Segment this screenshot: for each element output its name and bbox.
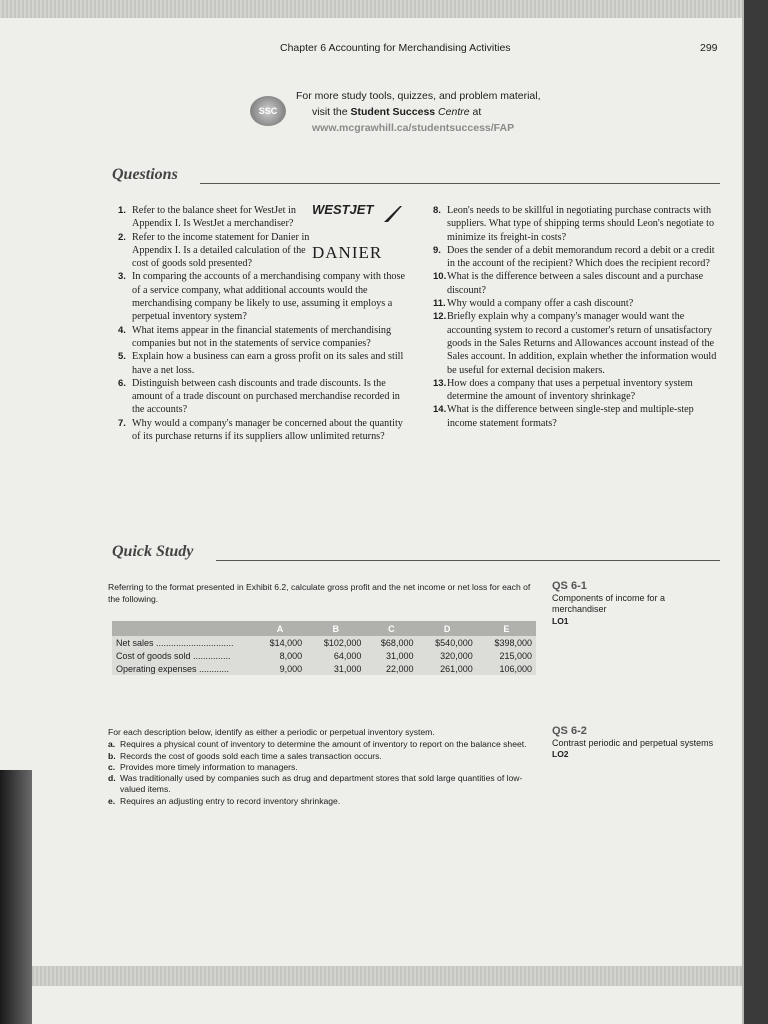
question-number: 5. — [118, 351, 126, 363]
question-text: Briefly explain why a company's manager would want the accounting system to record a customer's return of unsatisfactory goods in the Sales Returns and Allowances account instead of the Sales account. In addition, explain whether the information would be useful for external decision makers. — [447, 311, 717, 376]
table-row — [112, 636, 536, 649]
question-number: 12. — [433, 311, 447, 323]
svg-text:WESTJET: WESTJET — [312, 202, 374, 217]
income-components-table — [112, 621, 536, 675]
qs2-instructions: For each description below, identify as either a periodic or perpetual inventory system. — [108, 727, 435, 737]
question-item — [118, 324, 410, 351]
question-number: 3. — [118, 271, 126, 283]
column-header — [112, 621, 254, 636]
question-item — [433, 403, 723, 430]
qs1-code: QS 6-1 — [552, 580, 587, 592]
table-row — [112, 649, 536, 662]
qs1-instructions: Referring to the format presented in Exhibit 6.2, calculate gross profit and the net income or net loss for each of the following. — [108, 582, 531, 604]
question-number: 13. — [433, 377, 447, 389]
qs2-item — [108, 796, 540, 807]
question-item — [433, 270, 723, 297]
table-cell: 106,000 — [477, 662, 536, 675]
question-text: Explain how a business can earn a gross profit on its sales and still have a net loss. — [132, 351, 404, 376]
question-item — [433, 377, 723, 404]
question-text: Refer to the income statement for Danier in Appendix I. Is a detailed calculation of the cost of goods sold presented? — [132, 231, 310, 270]
item-letter: e. — [108, 795, 116, 806]
table-row — [112, 662, 536, 675]
item-text: Was traditionally used by companies such as drug and department stores that sold large quantities of low-valued items. — [120, 773, 523, 795]
ssc-line1: For more study tools, quizzes, and problem material, — [296, 90, 541, 102]
table-cell: 8,000 — [254, 649, 306, 662]
question-text: Does the sender of a debit memorandum record a debit or a credit in the account of the recipient? Which does the recipient record? — [447, 244, 715, 270]
item-letter: d. — [108, 773, 116, 784]
quick-study-rule — [216, 560, 720, 561]
questions-right-column — [433, 204, 723, 430]
question-text: What is the difference between a sales discount and a purchase discount? — [447, 271, 704, 296]
qs2-sidebar — [552, 726, 722, 761]
question-item — [433, 244, 723, 271]
qs2-code: QS 6-2 — [552, 725, 587, 737]
question-text: In comparing the accounts of a merchandising company with those of a service company, what additional accounts would the merchandising company be likely to use, assuming it employs a perpetual inventory system? — [132, 271, 406, 323]
row-label: Operating expenses ............ — [112, 662, 254, 675]
column-header: A — [254, 621, 306, 636]
table-cell: $68,000 — [365, 636, 417, 649]
qs2-block — [108, 727, 540, 807]
questions-heading: Questions — [112, 166, 178, 183]
scan-shadow — [0, 770, 32, 1024]
qs2-item — [108, 762, 540, 773]
study-tools-note — [296, 88, 586, 136]
item-text: Provides more timely information to managers. — [120, 761, 298, 772]
table-cell: $14,000 — [254, 636, 306, 649]
ssc-logo-icon: SSC — [250, 96, 286, 126]
qs2-item — [108, 773, 540, 796]
qs1-description: Components of income for a merchandiser — [552, 592, 666, 614]
row-label: Net sales ............................... — [112, 636, 254, 649]
question-text: Distinguish between cash discounts and trade discounts. Is the amount of a trade discount on purchased merchandise recorded in the accounts? — [132, 377, 400, 416]
column-header: E — [477, 621, 536, 636]
item-text: Records the cost of goods sold each time a sales transaction occurs. — [120, 750, 382, 761]
question-number: 7. — [118, 417, 126, 429]
question-number: 4. — [118, 324, 126, 336]
question-item — [118, 417, 410, 444]
question-number: 1. — [118, 205, 126, 216]
question-number: 9. — [433, 244, 441, 256]
chapter-title: Chapter 6 Accounting for Merchandising Activities — [280, 42, 511, 54]
question-number: 8. — [433, 205, 441, 216]
column-header: B — [306, 621, 365, 636]
question-item — [118, 350, 410, 377]
item-letter: a. — [108, 739, 116, 750]
running-header — [0, 42, 742, 58]
table-cell: 215,000 — [477, 649, 536, 662]
table-cell: 31,000 — [306, 662, 365, 675]
question-number: 6. — [118, 377, 126, 389]
table-cell: 9,000 — [254, 662, 306, 675]
question-item — [118, 270, 410, 323]
question-text: How does a company that uses a perpetual inventory system determine the amount of inventory shrinkage? — [447, 377, 693, 403]
westjet-logo — [312, 202, 404, 224]
table-cell: 31,000 — [365, 649, 417, 662]
item-text: Requires an adjusting entry to record inventory shrinkage. — [120, 795, 341, 806]
question-item — [433, 204, 723, 244]
questions-left-column — [118, 204, 410, 443]
table-cell: $540,000 — [417, 636, 476, 649]
ssc-url[interactable]: www.mcgrawhill.ca/studentsuccess/FAP — [312, 122, 515, 134]
question-text: Why would a company offer a cash discount? — [447, 298, 634, 310]
question-item — [433, 310, 723, 376]
page-number: 299 — [700, 42, 718, 54]
scan-bottom-edge — [30, 966, 742, 986]
item-text: Requires a physical count of inventory to determine the amount of inventory to report on the balance sheet. — [120, 739, 527, 750]
question-number: 2. — [118, 231, 126, 243]
qs2-item — [108, 739, 540, 750]
table-header-row — [112, 621, 536, 636]
question-text: What items appear in the financial statements of merchandising companies but not in the statements of service companies? — [132, 324, 392, 349]
question-text: Why would a company's manager be concerned about the quantity of its purchase returns if its suppliers allow unlimited returns? — [132, 417, 403, 443]
question-number: 10. — [433, 271, 447, 283]
table-cell: 261,000 — [417, 662, 476, 675]
question-text: Refer to the balance sheet for WestJet in Appendix I. Is WestJet a merchandiser? — [132, 205, 296, 230]
question-number: 14. — [433, 404, 447, 416]
quick-study-heading: Quick Study — [112, 543, 194, 560]
qs2-learning-objective: LO2 — [552, 749, 569, 759]
table-cell: 64,000 — [306, 649, 365, 662]
table-cell: $398,000 — [477, 636, 536, 649]
table-cell: 320,000 — [417, 649, 476, 662]
question-number: 11. — [433, 298, 446, 310]
table-cell: $102,000 — [306, 636, 365, 649]
item-letter: c. — [108, 761, 116, 772]
row-label: Cost of goods sold ............... — [112, 649, 254, 662]
question-text: What is the difference between single-step and multiple-step income statement formats? — [447, 404, 694, 429]
table-cell: 22,000 — [365, 662, 417, 675]
qs2-description: Contrast periodic and perpetual systems — [552, 737, 714, 748]
question-item — [118, 377, 410, 417]
column-header: C — [365, 621, 417, 636]
item-letter: b. — [108, 750, 116, 761]
qs1-sidebar — [552, 581, 722, 627]
qs1-learning-objective: LO1 — [552, 615, 569, 626]
question-text: Leon's needs to be skillful in negotiating purchase contracts with suppliers. What type of shipping terms should Leon's negotiate to minimize its freight-in costs? — [447, 205, 715, 243]
column-header: D — [417, 621, 476, 636]
qs2-item — [108, 751, 540, 762]
scan-top-edge — [0, 0, 742, 18]
question-item — [433, 297, 723, 310]
ssc-line2: visit the Student Success Centre at — [312, 106, 482, 118]
danier-logo: DANIER — [312, 243, 383, 262]
questions-rule — [200, 183, 720, 184]
